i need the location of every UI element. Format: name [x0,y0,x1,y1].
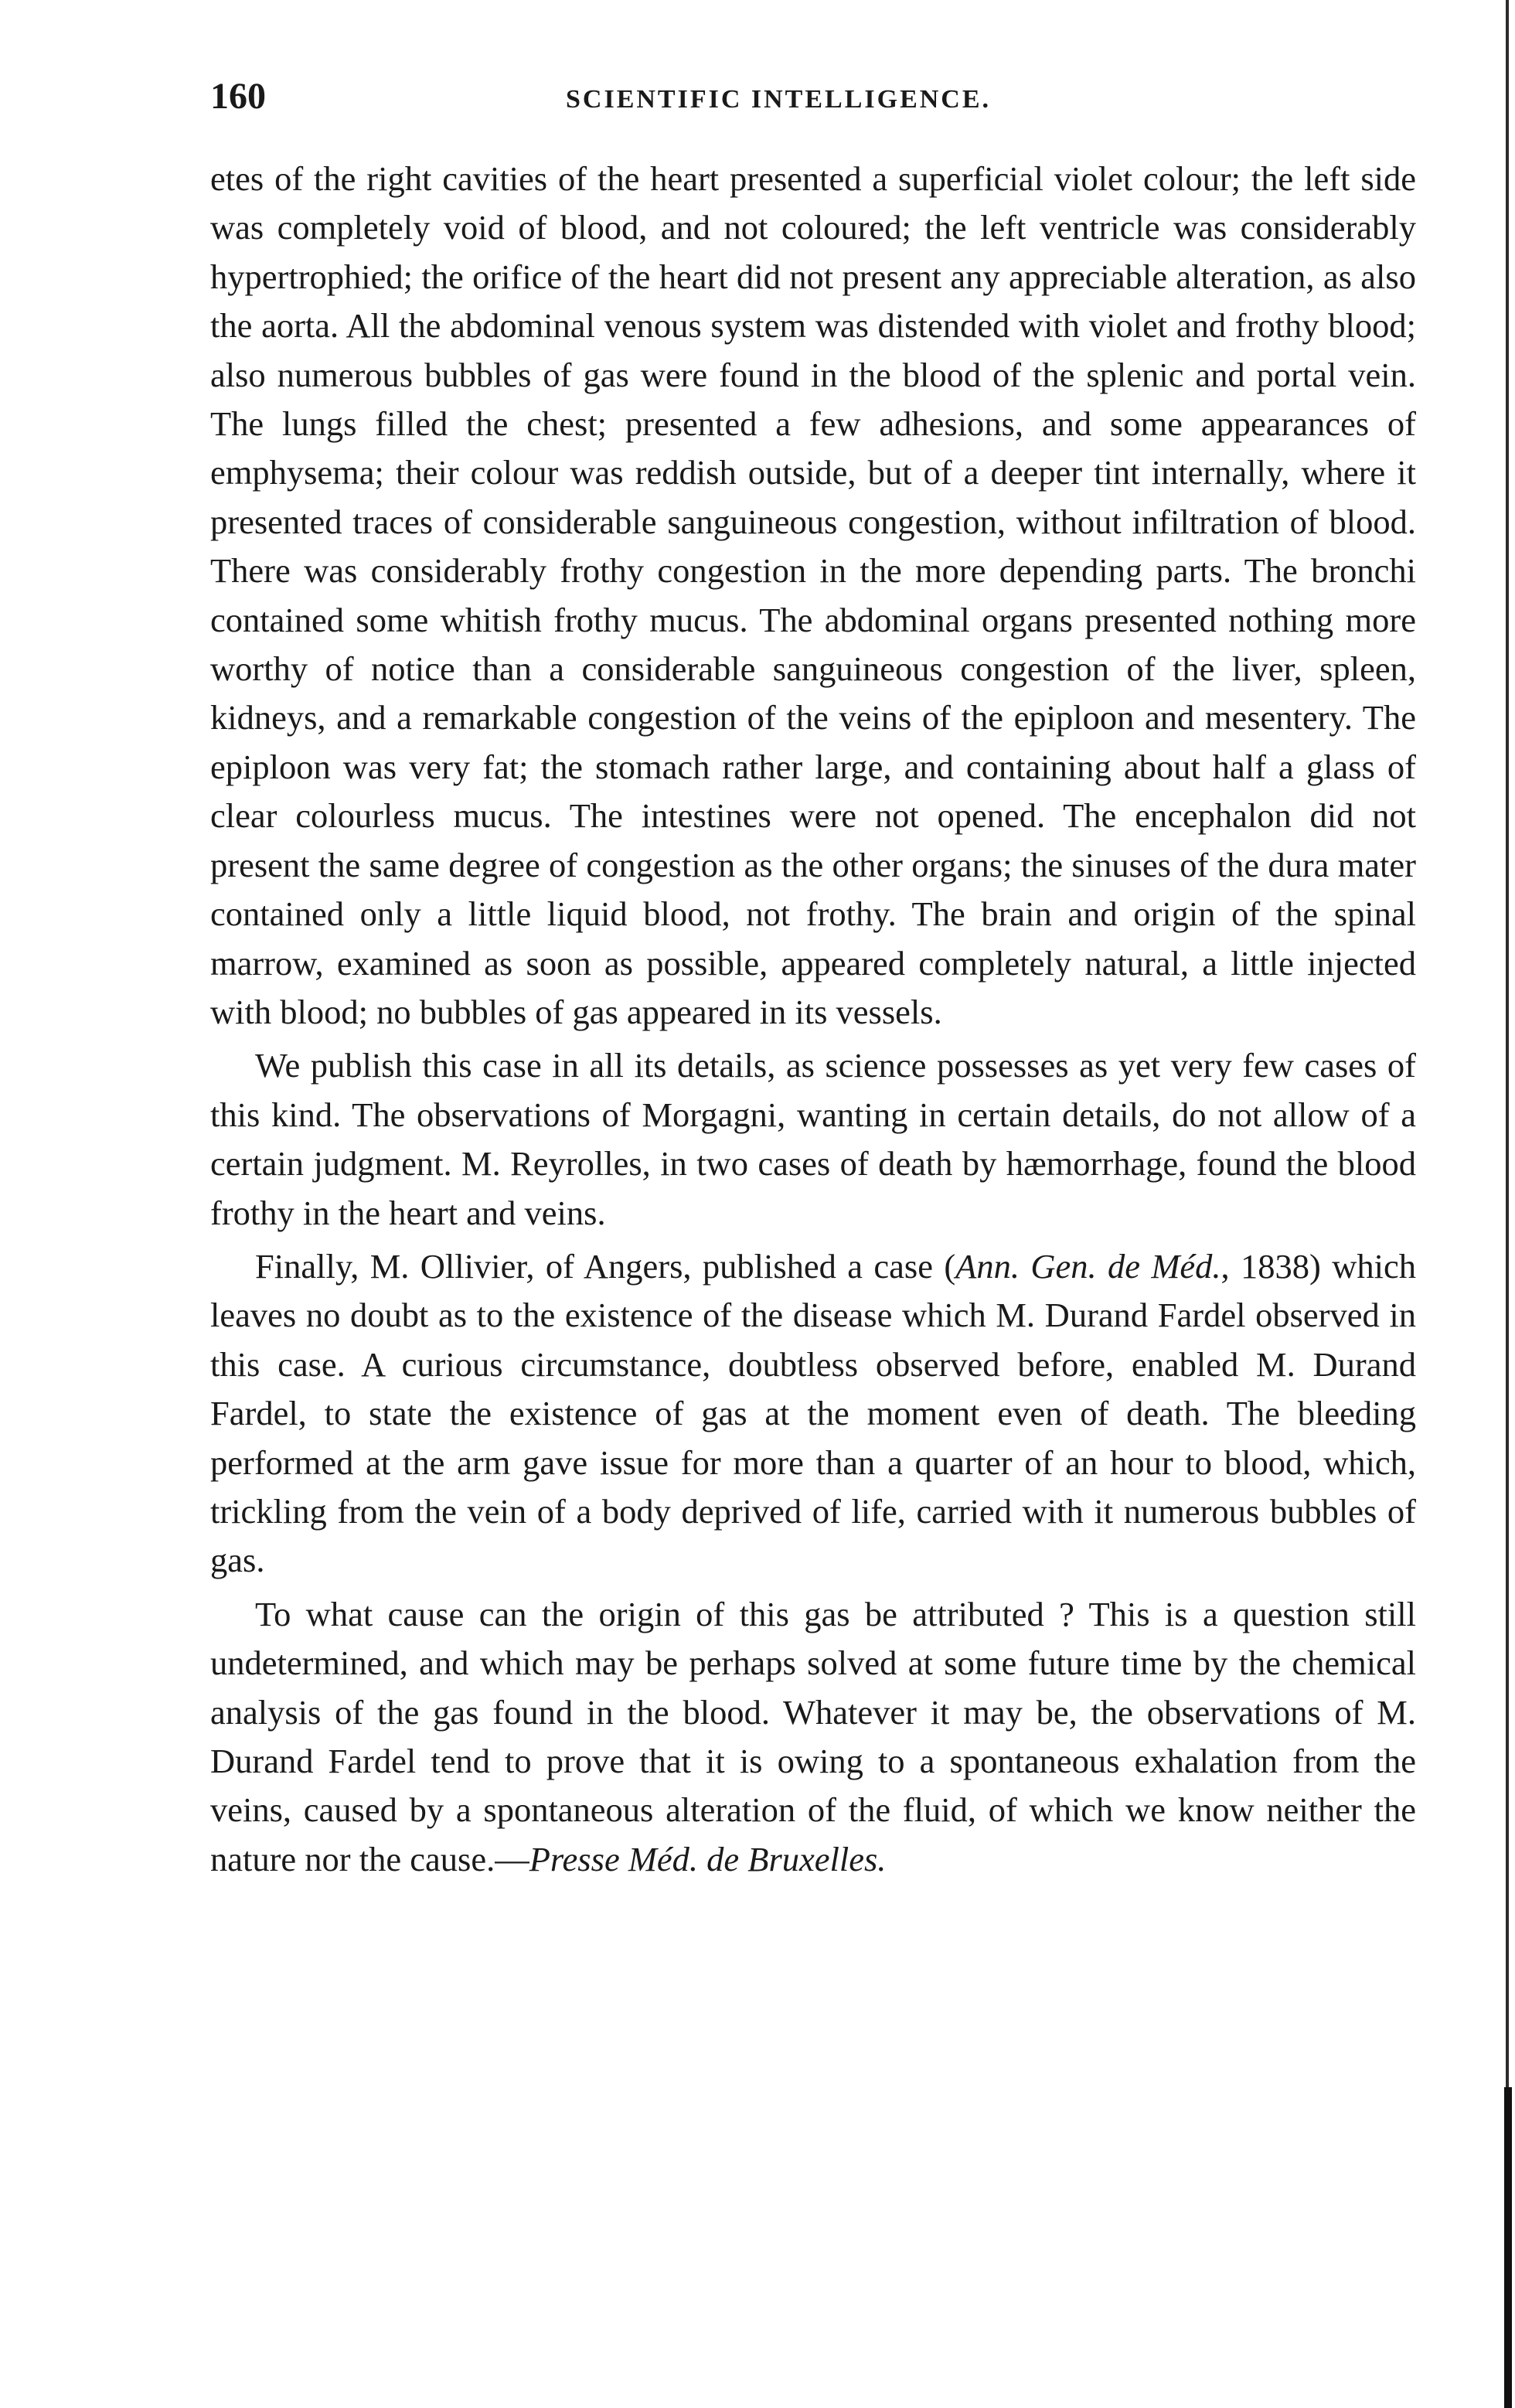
paragraph-published-case: We publish this case in all its details, as science possesses as yet very few cases of this kind. The observations of Morgagni, wanting in certain details, do not allow of a certain judgment. M. Reyrolles, in two cases of death by hæmorrhage, found the blood frothy in the heart and veins. [210,1046,1416,1232]
paragraph-text: , 1838) which leaves no doubt as to the existence of the disease which M. Durand Fardel observed in this case. A curious circumstance, doubtless observed before, enabled M. Durand Fardel, to state the existence of gas at the moment even of death. The bleeding performed at the arm gave issue for more than a quarter of an hour to blood, which, trickling from the vein of a body deprived of life, carried with it numerous bubbles of gas. [210,1246,1416,1580]
page-number: 160 [210,76,266,117]
paragraph-text: To what cause can the origin of this gas be attributed ? This is a question still undetermined, and which may be perhaps solved at some future time by the chemical analysis of the gas found in the blood. Whatever it may be, the observations of M. Durand Fardel tend to prove that it is owing to a spontaneous exhalation from the veins, caused by a spontaneous alteration of the fluid, of which we know neither the nature nor the cause.— [210,1594,1416,1878]
scan-edge-shadow [1504,2087,1512,2408]
source-citation: Presse Méd. de Bruxelles. [529,1839,887,1878]
paragraph-autopsy-continued: etes of the right cavities of the heart presented a superficial violet colour; the left side was completely void of blood, and not coloured; the left ventricle was considerably hypertrophied; the orifice of the heart did not present any appreciable alteration, as also the aorta. All the abdominal venous system was distended with violet and frothy blood; also numerous bubbles of gas were found in the blood of the splenic and portal vein. The lungs filled the chest; presented a few adhesions, and some appearances of emphysema; their colour was reddish outside, but of a deeper tint internally, where it presented traces of considerable sanguineous congestion, without infiltration of blood. There was considerably frothy congestion in the more depending parts. The bronchi contained some whitish frothy mucus. The abdominal organs presented nothing more worthy of notice than a considerable sanguineous congestion of the liver, spleen, kidneys, and a remarkable congestion of the veins of the epiploon and mesentery. The epiploon was very fat; the stomach rather large, and containing about half a glass of clear colourless mucus. The intestines were not opened. The encephalon did not present the same degree of congestion as the other organs; the sinuses of the dura mater contained only a little liquid blood, not frothy. The brain and origin of the spinal marrow, examined as soon as possible, appeared completely natural, a little injected with blood; no bubbles of gas appeared in its vessels. [210,159,1416,1031]
page-header [210,70,1424,124]
paragraph-ollivier-case [210,1242,1416,1585]
paragraph-text: Finally, M. Ollivier, of Angers, published a case ( [255,1246,956,1286]
paragraph-gas-origin [210,1590,1416,1884]
running-head: SCIENTIFIC INTELLIGENCE. [566,85,992,114]
citation: Ann. Gen. de Méd. [955,1246,1221,1286]
scan-edge-line [1506,0,1509,2408]
body-text [210,155,1416,1884]
